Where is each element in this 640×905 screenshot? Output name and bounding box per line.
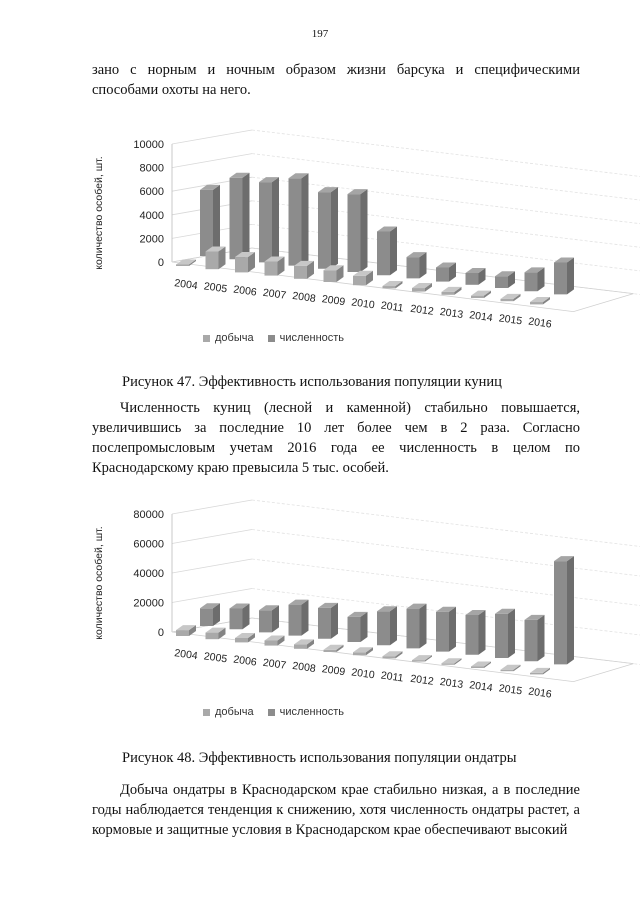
bar-chislennost bbox=[554, 258, 574, 295]
intro-paragraph bbox=[92, 60, 580, 100]
bar-dobycha bbox=[412, 655, 432, 662]
bar-dobycha bbox=[235, 252, 255, 272]
bar-chislennost bbox=[289, 173, 309, 265]
bar-dobycha bbox=[235, 633, 255, 642]
legend-label-chislennost: численность bbox=[279, 706, 345, 718]
chart-muskrat bbox=[88, 502, 588, 702]
bar-front bbox=[259, 182, 272, 262]
y-tick-label: 20000 bbox=[133, 597, 164, 610]
bar-side bbox=[420, 604, 427, 649]
bar-dobycha bbox=[442, 658, 462, 665]
y-tick-label: 0 bbox=[157, 627, 164, 639]
bar-dobycha bbox=[265, 256, 285, 275]
bar-side bbox=[508, 609, 515, 658]
bar-chislennost bbox=[259, 605, 279, 632]
bar-dobycha bbox=[353, 647, 373, 655]
y-tick-label: 10000 bbox=[133, 139, 164, 151]
x-tick-label: 2013 bbox=[439, 675, 464, 692]
legend-label-chislennost: численность bbox=[279, 332, 345, 344]
bar-front bbox=[554, 561, 567, 664]
bar-dobycha bbox=[383, 281, 403, 288]
bar-front bbox=[501, 299, 514, 301]
bar-front bbox=[442, 292, 455, 295]
bar-front bbox=[407, 257, 420, 278]
bar-front bbox=[383, 656, 396, 658]
gridline-side bbox=[172, 559, 252, 573]
bar-front bbox=[235, 638, 248, 642]
bar-dobycha bbox=[265, 635, 285, 645]
bar-chislennost bbox=[348, 612, 368, 642]
bar-chislennost bbox=[377, 606, 397, 645]
bar-front bbox=[383, 286, 396, 288]
bar-side bbox=[567, 556, 574, 664]
y-tick-label: 80000 bbox=[133, 509, 164, 521]
bar-front bbox=[206, 252, 219, 270]
bar-front bbox=[318, 192, 331, 269]
bar-dobycha bbox=[412, 283, 432, 292]
x-tick-label: 2014 bbox=[468, 309, 494, 325]
bar-front bbox=[294, 266, 307, 279]
x-tick-label: 2010 bbox=[350, 296, 376, 312]
x-tick-label: 2004 bbox=[173, 277, 199, 293]
bar-front bbox=[525, 272, 538, 291]
gridline-side bbox=[172, 154, 252, 168]
legend-marten bbox=[203, 332, 344, 344]
bar-front bbox=[436, 612, 449, 652]
bar-front bbox=[230, 609, 243, 630]
bar-front bbox=[324, 650, 337, 652]
gridline bbox=[252, 559, 640, 607]
legend-label-dobycha: добыча bbox=[215, 706, 254, 718]
x-tick-label: 2016 bbox=[527, 315, 553, 331]
gridline-side bbox=[172, 530, 252, 544]
x-tick-label: 2012 bbox=[409, 302, 435, 318]
y-tick-label: 60000 bbox=[133, 538, 164, 551]
gridline bbox=[252, 177, 640, 225]
caption-fig47: Рисунок 47. Эффективность использования популяции куниц bbox=[122, 374, 502, 390]
bar-side bbox=[331, 603, 338, 639]
muskrat-text: Добыча ондатры в Краснодарском крае стабильно низкая, а в последние годы наблюдается тенденция к снижению, хотя численность ондатры растет, а кормовые и защитные условия в Краснодарском крае обеспечивают высокий bbox=[92, 782, 580, 838]
bar-front bbox=[530, 673, 543, 675]
bar-front bbox=[525, 620, 538, 661]
bar-side bbox=[479, 610, 486, 655]
x-tick-label: 2009 bbox=[321, 293, 346, 309]
bar-chislennost bbox=[495, 271, 515, 288]
y-tick-label: 0 bbox=[157, 257, 164, 269]
x-tick-label: 2014 bbox=[468, 679, 494, 695]
x-tick-label: 2016 bbox=[527, 685, 553, 701]
bar-front bbox=[377, 232, 390, 276]
marten-paragraph bbox=[92, 398, 580, 478]
bar-chislennost bbox=[230, 604, 250, 630]
legend-label-dobycha: добыча bbox=[215, 332, 254, 344]
bar-front bbox=[235, 257, 248, 272]
bar-dobycha bbox=[383, 651, 403, 658]
bar-chislennost bbox=[554, 556, 574, 664]
bar-side bbox=[390, 606, 397, 645]
bar-chislennost bbox=[436, 262, 456, 281]
bar-front bbox=[176, 265, 189, 267]
y-tick-label: 8000 bbox=[139, 162, 164, 175]
bar-front bbox=[200, 608, 213, 626]
gridline-side bbox=[172, 130, 252, 144]
y-axis-title: количество особей, шт. bbox=[93, 156, 105, 270]
bar-chislennost bbox=[318, 603, 338, 639]
bar-front bbox=[407, 609, 420, 649]
gridline bbox=[252, 500, 640, 548]
x-tick-label: 2008 bbox=[291, 659, 317, 676]
bar-chislennost bbox=[407, 252, 427, 278]
bar-chislennost bbox=[259, 177, 279, 262]
bar-chislennost bbox=[525, 615, 545, 661]
gridline-side bbox=[172, 500, 252, 514]
bar-dobycha bbox=[501, 294, 521, 301]
gridline bbox=[252, 130, 640, 178]
legend-swatch-dobycha bbox=[203, 709, 210, 716]
bar-front bbox=[436, 267, 449, 281]
page-number: 197 bbox=[311, 28, 329, 40]
bar-front bbox=[348, 617, 361, 642]
bar-dobycha bbox=[294, 639, 314, 648]
bar-dobycha bbox=[471, 662, 491, 669]
x-tick-label: 2011 bbox=[380, 299, 405, 315]
bar-chislennost bbox=[436, 607, 456, 652]
bar-chislennost bbox=[200, 185, 220, 256]
x-tick-label: 2008 bbox=[291, 289, 317, 306]
y-tick-label: 2000 bbox=[139, 233, 164, 246]
bar-side bbox=[302, 600, 309, 636]
bar-front bbox=[294, 644, 307, 648]
bar-chislennost bbox=[289, 600, 309, 636]
bar-front bbox=[348, 194, 361, 272]
bar-chislennost bbox=[377, 227, 397, 276]
bar-dobycha bbox=[206, 247, 226, 270]
y-tick-label: 40000 bbox=[133, 568, 164, 580]
bar-chislennost bbox=[407, 604, 427, 649]
bar-front bbox=[442, 663, 455, 665]
chart-svg bbox=[88, 502, 588, 701]
bar-front bbox=[495, 614, 508, 658]
bar-front bbox=[230, 178, 243, 259]
muskrat-paragraph bbox=[92, 780, 580, 840]
bar-front bbox=[412, 660, 425, 662]
bar-side bbox=[302, 173, 309, 265]
bar-side bbox=[331, 187, 338, 269]
bar-front bbox=[530, 302, 543, 304]
bar-front bbox=[495, 276, 508, 288]
bar-side bbox=[567, 258, 574, 295]
bar-front bbox=[466, 273, 479, 285]
x-tick-label: 2006 bbox=[232, 283, 258, 299]
bar-front bbox=[471, 667, 484, 669]
bar-dobycha bbox=[206, 628, 226, 640]
bar-dobycha bbox=[501, 665, 521, 672]
x-tick-label: 2007 bbox=[262, 286, 287, 302]
legend-item-dobycha bbox=[203, 332, 254, 344]
bar-dobycha bbox=[442, 287, 462, 295]
y-tick-label: 4000 bbox=[139, 209, 164, 222]
bar-front bbox=[289, 605, 302, 636]
bar-front bbox=[200, 190, 213, 256]
gridline bbox=[252, 201, 640, 249]
bar-dobycha bbox=[324, 645, 344, 652]
bar-side bbox=[272, 177, 279, 262]
bar-chislennost bbox=[495, 609, 515, 658]
bar-front bbox=[324, 270, 337, 282]
bar-chislennost bbox=[525, 267, 545, 291]
bar-dobycha bbox=[471, 291, 491, 298]
chart-marten bbox=[88, 132, 588, 332]
bar-side bbox=[213, 185, 220, 256]
gridline-side bbox=[172, 589, 252, 603]
legend-item-dobycha bbox=[203, 706, 254, 718]
x-tick-label: 2005 bbox=[203, 650, 228, 666]
bar-chislennost bbox=[318, 187, 338, 269]
bar-chislennost bbox=[466, 610, 486, 655]
bar-front bbox=[412, 288, 425, 292]
marten-text: Численность куниц (лесной и каменной) стабильно повышается, увеличившись за последние 10 лет более чем в 2 раза. Согласно послепромысловым учетам 2016 года ее численность в целом по Краснодарскому краю превысила 5 тыс. особей. bbox=[92, 400, 580, 476]
bar-front bbox=[554, 263, 567, 295]
bar-chislennost bbox=[230, 173, 250, 259]
chart-svg bbox=[88, 132, 588, 331]
y-tick-label: 6000 bbox=[139, 186, 164, 199]
bar-front bbox=[501, 670, 514, 672]
x-tick-label: 2009 bbox=[321, 663, 346, 679]
intro-text: зано с норным и ночным образом жизни барсука и специфическими способами охоты на него. bbox=[92, 62, 580, 98]
x-tick-label: 2015 bbox=[498, 682, 523, 698]
bar-dobycha bbox=[530, 668, 550, 675]
bar-side bbox=[538, 615, 545, 661]
bar-side bbox=[390, 227, 397, 276]
legend-muskrat bbox=[203, 706, 344, 718]
x-tick-label: 2013 bbox=[439, 305, 464, 322]
bar-front bbox=[318, 608, 331, 639]
legend-item-chislennost bbox=[268, 706, 344, 718]
bar-front bbox=[353, 652, 366, 655]
bar-front bbox=[259, 610, 272, 632]
bar-front bbox=[176, 630, 189, 636]
x-tick-label: 2010 bbox=[350, 666, 376, 682]
bar-dobycha bbox=[353, 271, 373, 285]
bar-chislennost bbox=[200, 603, 220, 626]
x-tick-label: 2012 bbox=[409, 672, 435, 688]
x-tick-label: 2011 bbox=[380, 669, 405, 685]
gridline bbox=[252, 530, 640, 578]
bar-side bbox=[449, 607, 456, 652]
legend-swatch-chislennost bbox=[268, 335, 275, 342]
x-tick-label: 2005 bbox=[203, 280, 228, 296]
bar-front bbox=[353, 276, 366, 285]
x-tick-label: 2015 bbox=[498, 312, 523, 328]
y-axis-title: количество особей, шт. bbox=[93, 526, 105, 640]
bar-front bbox=[265, 640, 278, 645]
bar-dobycha bbox=[530, 297, 550, 304]
bar-chislennost bbox=[348, 189, 368, 272]
legend-swatch-dobycha bbox=[203, 335, 210, 342]
bar-front bbox=[206, 633, 219, 640]
gridline bbox=[252, 154, 640, 202]
legend-item-chislennost bbox=[268, 332, 344, 344]
bar-front bbox=[466, 615, 479, 655]
bar-front bbox=[265, 261, 278, 275]
caption-fig48: Рисунок 48. Эффективность использования популяции ондатры bbox=[122, 750, 517, 766]
bar-front bbox=[471, 296, 484, 298]
bar-side bbox=[361, 189, 368, 272]
bar-side bbox=[361, 612, 368, 642]
bar-front bbox=[289, 178, 302, 265]
x-tick-label: 2004 bbox=[173, 647, 199, 663]
bar-front bbox=[377, 611, 390, 645]
legend-swatch-chislennost bbox=[268, 709, 275, 716]
x-tick-label: 2007 bbox=[262, 656, 287, 672]
bar-chislennost bbox=[466, 268, 486, 285]
bar-side bbox=[243, 173, 250, 259]
x-tick-label: 2006 bbox=[232, 653, 258, 669]
